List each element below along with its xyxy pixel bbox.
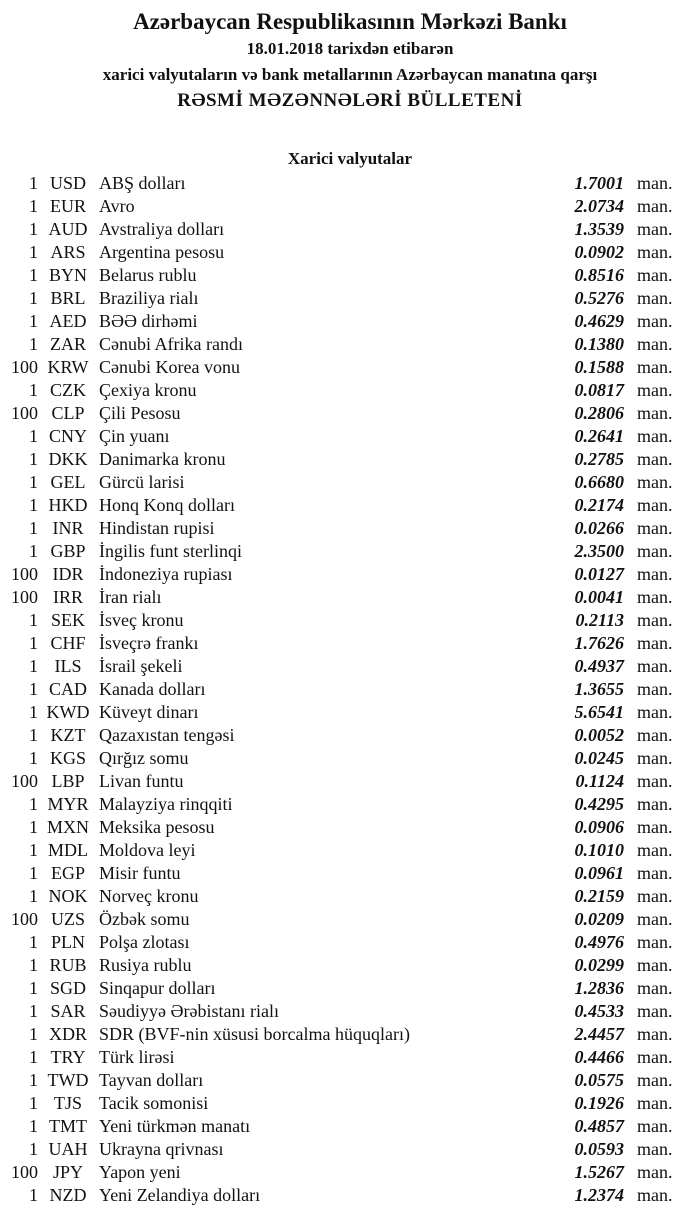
rate-unit-label: man.	[637, 702, 673, 722]
rate-row	[0, 333, 700, 356]
currency-code: ARS	[50, 242, 86, 262]
rate-value: 0.2174	[574, 495, 624, 515]
exchange-rates-table	[0, 172, 700, 1207]
rate-unit-label: man.	[637, 242, 673, 262]
rate-value: 0.2159	[574, 886, 624, 906]
rate-row	[0, 563, 700, 586]
rate-row	[0, 1161, 700, 1184]
currency-code: MXN	[46, 817, 89, 837]
rate-row	[0, 609, 700, 632]
currency-name: Çili Pesosu	[99, 403, 181, 423]
rate-row	[0, 816, 700, 839]
rate-unit-label: man.	[637, 518, 673, 538]
rate-row	[0, 931, 700, 954]
rate-unit-label: man.	[637, 794, 673, 814]
currency-quantity: 1	[29, 1070, 38, 1090]
rate-value: 0.2785	[574, 449, 624, 469]
currency-code: KWD	[46, 702, 90, 722]
currency-code: SAR	[50, 1001, 86, 1021]
rate-unit-label: man.	[637, 311, 673, 331]
currency-name: Çexiya kronu	[99, 380, 197, 400]
currency-quantity: 1	[29, 955, 38, 975]
currency-quantity: 1	[29, 817, 38, 837]
rate-value: 0.2641	[574, 426, 624, 446]
currency-quantity: 1	[29, 679, 38, 699]
rate-value: 2.3500	[574, 541, 624, 561]
currency-quantity: 1	[29, 702, 38, 722]
currency-code: XDR	[48, 1024, 87, 1044]
rate-row	[0, 747, 700, 770]
currency-name: Norveç kronu	[99, 886, 199, 906]
rate-row	[0, 195, 700, 218]
currency-name: Kanada dolları	[99, 679, 206, 699]
currency-quantity: 1	[29, 863, 38, 883]
section-title-foreign-currencies: Xarici valyutalar	[287, 149, 413, 168]
bank-name: Azərbaycan Respublikasının Mərkəzi Bankı	[133, 9, 567, 34]
rate-row	[0, 218, 700, 241]
currency-name: İran rialı	[99, 587, 162, 607]
currency-code: EUR	[50, 196, 86, 216]
rate-value: 0.5276	[574, 288, 624, 308]
rate-unit-label: man.	[637, 656, 673, 676]
rate-value: 0.0817	[574, 380, 624, 400]
rate-value: 0.0041	[574, 587, 624, 607]
currency-code: TJS	[53, 1093, 82, 1113]
rate-value: 0.0593	[574, 1139, 624, 1159]
rate-value: 0.6680	[574, 472, 624, 492]
currency-name: Tacik somonisi	[99, 1093, 209, 1113]
rate-row	[0, 517, 700, 540]
currency-quantity: 1	[29, 219, 38, 239]
rate-unit-label: man.	[637, 1070, 673, 1090]
rate-row	[0, 586, 700, 609]
rate-unit-label: man.	[637, 1024, 673, 1044]
rate-value: 0.0209	[574, 909, 624, 929]
rate-unit-label: man.	[637, 449, 673, 469]
rate-row	[0, 1069, 700, 1092]
rate-row	[0, 1092, 700, 1115]
currency-code: CLP	[51, 403, 85, 423]
currency-quantity: 1	[29, 265, 38, 285]
currency-quantity: 1	[29, 495, 38, 515]
rate-unit-label: man.	[637, 1047, 673, 1067]
rate-row	[0, 471, 700, 494]
currency-name: Küveyt dinarı	[99, 702, 199, 722]
rate-unit-label: man.	[637, 1001, 673, 1021]
currency-code: GEL	[50, 472, 86, 492]
rate-row	[0, 494, 700, 517]
currency-quantity: 1	[29, 288, 38, 308]
rate-value: 0.4533	[574, 1001, 624, 1021]
currency-quantity: 1	[29, 1116, 38, 1136]
currency-code: CHF	[50, 633, 86, 653]
rate-row	[0, 241, 700, 264]
currency-quantity: 1	[29, 541, 38, 561]
currency-name: İngilis funt sterlinqi	[99, 541, 242, 561]
rate-value: 5.6541	[574, 702, 624, 722]
rate-value: 0.0906	[574, 817, 624, 837]
rate-row	[0, 1184, 700, 1207]
rate-value: 1.7626	[574, 633, 624, 653]
currency-name: İsveç kronu	[99, 610, 184, 630]
currency-name: Yapon yeni	[99, 1162, 181, 1182]
rate-row	[0, 1000, 700, 1023]
currency-code: LBP	[51, 771, 85, 791]
currency-quantity: 1	[29, 1047, 38, 1067]
currency-quantity: 1	[29, 242, 38, 262]
rate-unit-label: man.	[637, 357, 673, 377]
rate-unit-label: man.	[637, 840, 673, 860]
rate-value: 1.7001	[574, 173, 624, 193]
rate-unit-label: man.	[637, 1139, 673, 1159]
rate-value: 0.1380	[574, 334, 624, 354]
currency-quantity: 100	[11, 1162, 38, 1182]
currency-code: DKK	[48, 449, 88, 469]
rate-value: 0.0052	[574, 725, 624, 745]
rate-unit-label: man.	[637, 1185, 673, 1205]
effective-date: 18.01.2018 tarixdən etibarən	[246, 39, 454, 58]
currency-code: NOK	[48, 886, 88, 906]
currency-name: Rusiya rublu	[99, 955, 192, 975]
rate-value: 0.0299	[574, 955, 624, 975]
currency-name: Avro	[99, 196, 135, 216]
currency-quantity: 1	[29, 794, 38, 814]
rate-value: 1.2374	[574, 1185, 624, 1205]
currency-name: Qazaxıstan tengəsi	[99, 725, 235, 745]
currency-name: Gürcü larisi	[99, 472, 185, 492]
currency-name: Braziliya rialı	[99, 288, 199, 308]
rate-unit-label: man.	[637, 288, 673, 308]
currency-code: HKD	[48, 495, 88, 515]
currency-code: BYN	[48, 265, 87, 285]
bulletin-subtitle: xarici valyutaların və bank metallarının Azərbaycan manatına qarşı	[102, 65, 598, 84]
currency-name: Tayvan dolları	[99, 1070, 204, 1090]
rate-value: 1.2836	[574, 978, 624, 998]
rate-row	[0, 172, 700, 195]
currency-name: Sinqapur dolları	[99, 978, 216, 998]
currency-code: UZS	[50, 909, 85, 929]
rate-row	[0, 425, 700, 448]
rate-row	[0, 862, 700, 885]
rate-unit-label: man.	[637, 380, 673, 400]
currency-name: Qırğız somu	[99, 748, 189, 768]
currency-quantity: 1	[29, 610, 38, 630]
rate-row	[0, 701, 700, 724]
currency-quantity: 1	[29, 886, 38, 906]
rate-row	[0, 977, 700, 1000]
rate-row	[0, 310, 700, 333]
currency-quantity: 1	[29, 518, 38, 538]
currency-name: Belarus rublu	[99, 265, 197, 285]
rate-unit-label: man.	[637, 886, 673, 906]
currency-name: İsrail şekeli	[99, 656, 183, 676]
currency-name: Danimarka kronu	[99, 449, 226, 469]
rate-row	[0, 885, 700, 908]
currency-code: TWD	[47, 1070, 89, 1090]
rate-unit-label: man.	[637, 955, 673, 975]
rate-row	[0, 1046, 700, 1069]
currency-code: SEK	[50, 610, 85, 630]
rate-row	[0, 356, 700, 379]
rate-unit-label: man.	[637, 863, 673, 883]
currency-code: CAD	[48, 679, 87, 699]
currency-quantity: 1	[29, 1024, 38, 1044]
rate-value: 0.4629	[574, 311, 624, 331]
currency-code: AED	[49, 311, 87, 331]
currency-quantity: 1	[29, 472, 38, 492]
rate-value: 0.0127	[574, 564, 624, 584]
currency-code: GBP	[50, 541, 86, 561]
rate-unit-label: man.	[637, 173, 673, 193]
currency-quantity: 1	[29, 173, 38, 193]
rate-row	[0, 793, 700, 816]
currency-quantity: 100	[11, 909, 38, 929]
rate-value: 0.0961	[574, 863, 624, 883]
rate-unit-label: man.	[637, 472, 673, 492]
rate-value: 2.0734	[574, 196, 624, 216]
rate-unit-label: man.	[637, 564, 673, 584]
currency-name: Özbək somu	[99, 909, 190, 929]
rate-value: 0.4295	[574, 794, 624, 814]
currency-quantity: 1	[29, 840, 38, 860]
rate-unit-label: man.	[637, 541, 673, 561]
rate-unit-label: man.	[637, 725, 673, 745]
currency-name: Yeni Zelandiya dolları	[99, 1185, 261, 1205]
rate-value: 0.1124	[575, 771, 624, 791]
rate-unit-label: man.	[637, 196, 673, 216]
currency-code: UAH	[48, 1139, 88, 1159]
rate-row	[0, 839, 700, 862]
currency-name: Cənubi Korea vonu	[99, 357, 240, 377]
rate-unit-label: man.	[637, 978, 673, 998]
currency-quantity: 1	[29, 311, 38, 331]
currency-quantity: 1	[29, 725, 38, 745]
rate-unit-label: man.	[637, 403, 673, 423]
rate-value: 0.1010	[574, 840, 624, 860]
currency-code: IDR	[52, 564, 84, 584]
currency-code: KGS	[49, 748, 86, 768]
currency-code: CZK	[50, 380, 86, 400]
currency-code: RUB	[49, 955, 87, 975]
rate-row	[0, 540, 700, 563]
currency-name: Hindistan rupisi	[99, 518, 215, 538]
rate-unit-label: man.	[637, 426, 673, 446]
currency-code: USD	[49, 173, 86, 193]
rate-value: 0.0575	[574, 1070, 624, 1090]
rate-unit-label: man.	[637, 817, 673, 837]
currency-code: AUD	[48, 219, 88, 239]
rate-value: 0.2113	[575, 610, 624, 630]
rate-unit-label: man.	[637, 679, 673, 699]
currency-name: Avstraliya dolları	[99, 219, 225, 239]
rate-row	[0, 954, 700, 977]
currency-quantity: 1	[29, 748, 38, 768]
currency-name: ABŞ dolları	[99, 173, 186, 193]
rate-unit-label: man.	[637, 932, 673, 952]
rate-row	[0, 379, 700, 402]
currency-quantity: 1	[29, 334, 38, 354]
bulletin-title: RƏSMİ MƏZƏNNƏLƏRİ BÜLLETENİ	[177, 90, 523, 111]
currency-name: Moldova leyi	[99, 840, 196, 860]
currency-code: JPY	[52, 1162, 83, 1182]
rate-value: 0.1588	[574, 357, 624, 377]
rate-row	[0, 264, 700, 287]
currency-name: İndoneziya rupiası	[99, 564, 233, 584]
currency-quantity: 1	[29, 656, 38, 676]
currency-quantity: 1	[29, 380, 38, 400]
currency-quantity: 1	[29, 633, 38, 653]
currency-quantity: 1	[29, 1001, 38, 1021]
currency-code: SGD	[49, 978, 86, 998]
currency-name: Çin yuanı	[99, 426, 170, 446]
rate-value: 0.2806	[574, 403, 624, 423]
rate-row	[0, 1023, 700, 1046]
currency-code: MDL	[48, 840, 88, 860]
currency-name: Səudiyyə Ərəbistanı rialı	[99, 1001, 279, 1021]
rate-value: 2.4457	[574, 1024, 624, 1044]
currency-quantity: 100	[11, 564, 38, 584]
currency-code: ZAR	[50, 334, 86, 354]
rate-unit-label: man.	[637, 587, 673, 607]
rate-unit-label: man.	[637, 265, 673, 285]
rate-row	[0, 448, 700, 471]
currency-name: SDR (BVF-nin xüsusi borcalma hüquqları)	[99, 1024, 410, 1044]
currency-quantity: 1	[29, 978, 38, 998]
rate-value: 1.3539	[574, 219, 624, 239]
currency-code: NZD	[49, 1185, 87, 1205]
rate-value: 0.4976	[574, 932, 624, 952]
currency-name: Meksika pesosu	[99, 817, 215, 837]
currency-quantity: 1	[29, 1139, 38, 1159]
rate-unit-label: man.	[637, 1116, 673, 1136]
rate-value: 0.0245	[574, 748, 624, 768]
currency-name: Türk lirəsi	[99, 1047, 175, 1067]
rate-row	[0, 908, 700, 931]
rate-row	[0, 1115, 700, 1138]
rate-unit-label: man.	[637, 610, 673, 630]
currency-name: Malayziya rinqqiti	[99, 794, 233, 814]
rate-value: 0.0902	[574, 242, 624, 262]
currency-code: PLN	[50, 932, 85, 952]
currency-code: KZT	[50, 725, 86, 745]
currency-code: TRY	[50, 1047, 86, 1067]
currency-code: MYR	[47, 794, 89, 814]
rate-value: 1.3655	[574, 679, 624, 699]
currency-code: CNY	[48, 426, 87, 446]
currency-code: BRL	[50, 288, 86, 308]
currency-name: Livan funtu	[99, 771, 184, 791]
document-header	[0, 8, 700, 114]
currency-name: Misir funtu	[99, 863, 181, 883]
rate-unit-label: man.	[637, 633, 673, 653]
currency-name: Ukrayna qrivnası	[99, 1139, 224, 1159]
currency-code: INR	[52, 518, 84, 538]
currency-name: İsveçrə frankı	[99, 633, 199, 653]
currency-name: Cənubi Afrika randı	[99, 334, 243, 354]
rate-value: 0.0266	[574, 518, 624, 538]
rate-row	[0, 287, 700, 310]
currency-quantity: 1	[29, 449, 38, 469]
rate-row	[0, 655, 700, 678]
currency-quantity: 1	[29, 426, 38, 446]
currency-quantity: 1	[29, 196, 38, 216]
currency-quantity: 100	[11, 403, 38, 423]
rate-unit-label: man.	[637, 1093, 673, 1113]
rate-row	[0, 632, 700, 655]
currency-code: IRR	[52, 587, 83, 607]
rate-row	[0, 678, 700, 701]
rate-unit-label: man.	[637, 495, 673, 515]
currency-code: ILS	[54, 656, 82, 676]
currency-code: TMT	[49, 1116, 87, 1136]
currency-name: Argentina pesosu	[99, 242, 225, 262]
rate-value: 0.4857	[574, 1116, 624, 1136]
rate-value: 0.1926	[574, 1093, 624, 1113]
currency-quantity: 100	[11, 587, 38, 607]
rate-value: 1.5267	[574, 1162, 624, 1182]
currency-name: Yeni türkmən manatı	[99, 1116, 251, 1136]
rate-unit-label: man.	[637, 1162, 673, 1182]
currency-code: EGP	[50, 863, 85, 883]
currency-quantity: 1	[29, 1185, 38, 1205]
rate-unit-label: man.	[637, 219, 673, 239]
rate-row	[0, 1138, 700, 1161]
currency-quantity: 100	[11, 357, 38, 377]
currency-code: KRW	[47, 357, 89, 377]
rate-value: 0.4466	[574, 1047, 624, 1067]
rate-row	[0, 724, 700, 747]
rate-row	[0, 770, 700, 793]
currency-quantity: 1	[29, 1093, 38, 1113]
currency-name: Honq Konq dolları	[99, 495, 235, 515]
currency-name: Polşa zlotası	[99, 932, 190, 952]
currency-name: BƏƏ dirhəmi	[99, 311, 198, 331]
rate-unit-label: man.	[637, 771, 673, 791]
currency-quantity: 100	[11, 771, 38, 791]
rate-value: 0.8516	[574, 265, 624, 285]
currency-quantity: 1	[29, 932, 38, 952]
rate-unit-label: man.	[637, 334, 673, 354]
rate-value: 0.4937	[574, 656, 624, 676]
rate-row	[0, 402, 700, 425]
rate-unit-label: man.	[637, 909, 673, 929]
rate-unit-label: man.	[637, 748, 673, 768]
